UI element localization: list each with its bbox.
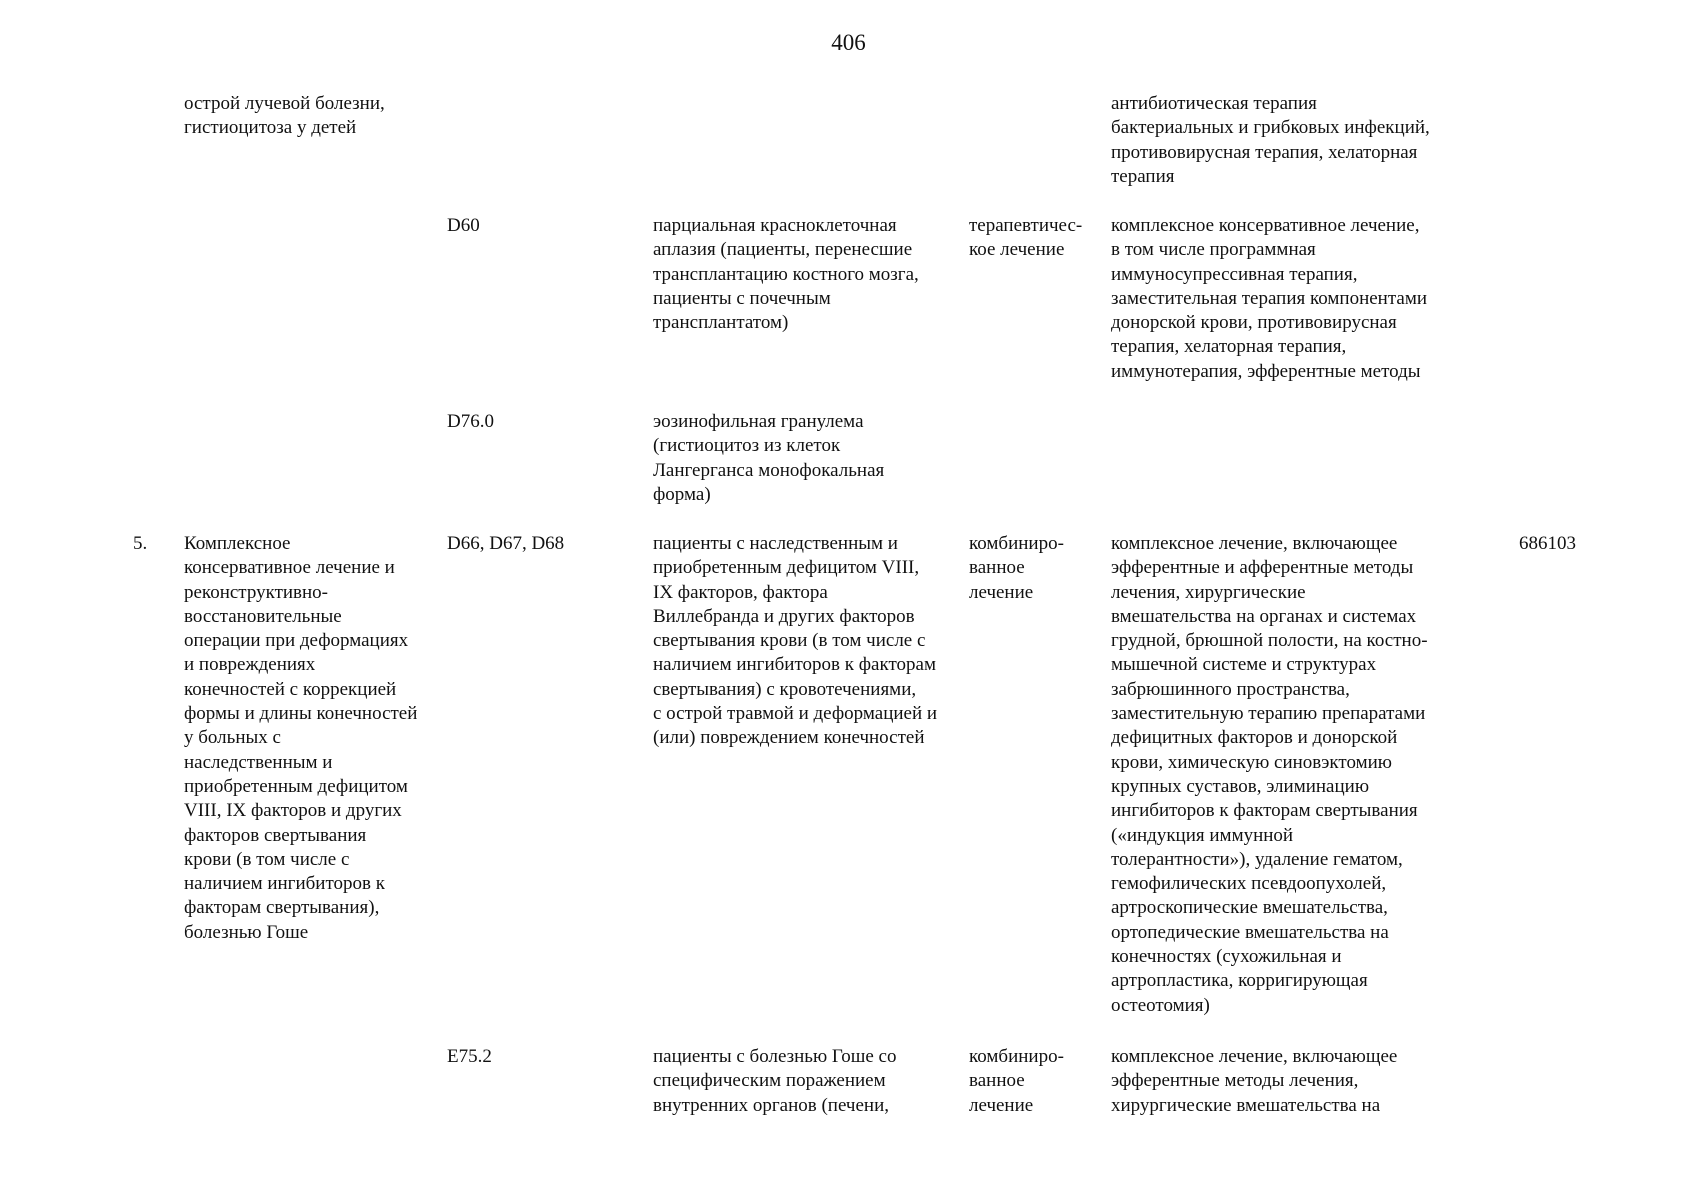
patient-model: пациенты с болезнью Гоше со специфическим поражением внутренних органов (печени, [653, 1046, 897, 1116]
treatment-type: комбиниро- ванное лечение [969, 533, 1064, 603]
patient-model: парциальная красноклеточная аплазия (пациенты, перенесшие трансплантацию костного мозга, пациенты с почечным трансплантатом) [653, 215, 919, 334]
page-number: 406 [831, 30, 866, 55]
patient-model: пациенты с наследственным и приобретенным дефицитом VIII, IX факторов, фактора Виллебранда и других факторов свертывания крови (в том числе с наличием ингибиторов к факторам свертывания) с кровотечениями, с острой травмой и деформацией и (или) повреждением конечностей [653, 533, 938, 749]
cost-value: 686103 [1519, 533, 1576, 554]
patient-model: эозинофильная гранулема (гистиоцитоз из клеток Лангерганса монофокальная форма) [653, 411, 885, 505]
icd-code: D76.0 [447, 411, 494, 432]
treatment-method: комплексное лечение, включающее эфферентные и афферентные методы лечения, хирургические вмешательства на органах и системах грудной, брюшной полости, на костно- мышечной системе и структурах забрюшинного пространства, заместительную терапию препаратами дефицитных факторов и донорской крови, химическую синовэктомию крупных суставов, элиминацию ингибиторов к факторам свертывания («индукция иммунной толерантности»), удаление гематом, гемофилических псевдоопухолей, артроскопические вмешательства, ортопедические вмешательства на конечностях (сухожильная и артропластика, корригирующая остеотомия) [1111, 533, 1428, 1016]
care-type-name: Комплексное консервативное лечение и реконструктивно- восстановительные операции при деформациях и повреждениях конечностей с коррекцией формы и длины конечностей у больных с наследственным и приобретенным дефицитом VIII, IX факторов и других факторов свертывания крови (в том числе с наличием ингибиторов к факторам свертывания), болезнью Гоше [184, 533, 418, 943]
treatment-method: комплексное консервативное лечение, в том числе программная иммуносупрессивная терапия, заместительная терапия компонентами донорской крови, противовирусная терапия, хелаторная терапия, иммунотерапия, эфферентные методы [1111, 215, 1428, 382]
treatment-method: комплексное лечение, включающее эфферентные методы лечения, хирургические вмешательства на [1111, 1046, 1398, 1116]
care-type-name: острой лучевой болезни, гистиоцитоза у детей [184, 93, 385, 139]
icd-code: D60 [447, 215, 480, 236]
treatment-method: антибиотическая терапия бактериальных и грибковых инфекций, противовирусная терапия, хелаторная терапия [1111, 93, 1430, 187]
row-number: 5. [133, 533, 148, 554]
icd-code: D66, D67, D68 [447, 533, 565, 554]
treatment-type: терапевтичес- кое лечение [969, 215, 1083, 261]
treatment-type: комбиниро- ванное лечение [969, 1046, 1064, 1116]
icd-code: E75.2 [447, 1046, 492, 1067]
